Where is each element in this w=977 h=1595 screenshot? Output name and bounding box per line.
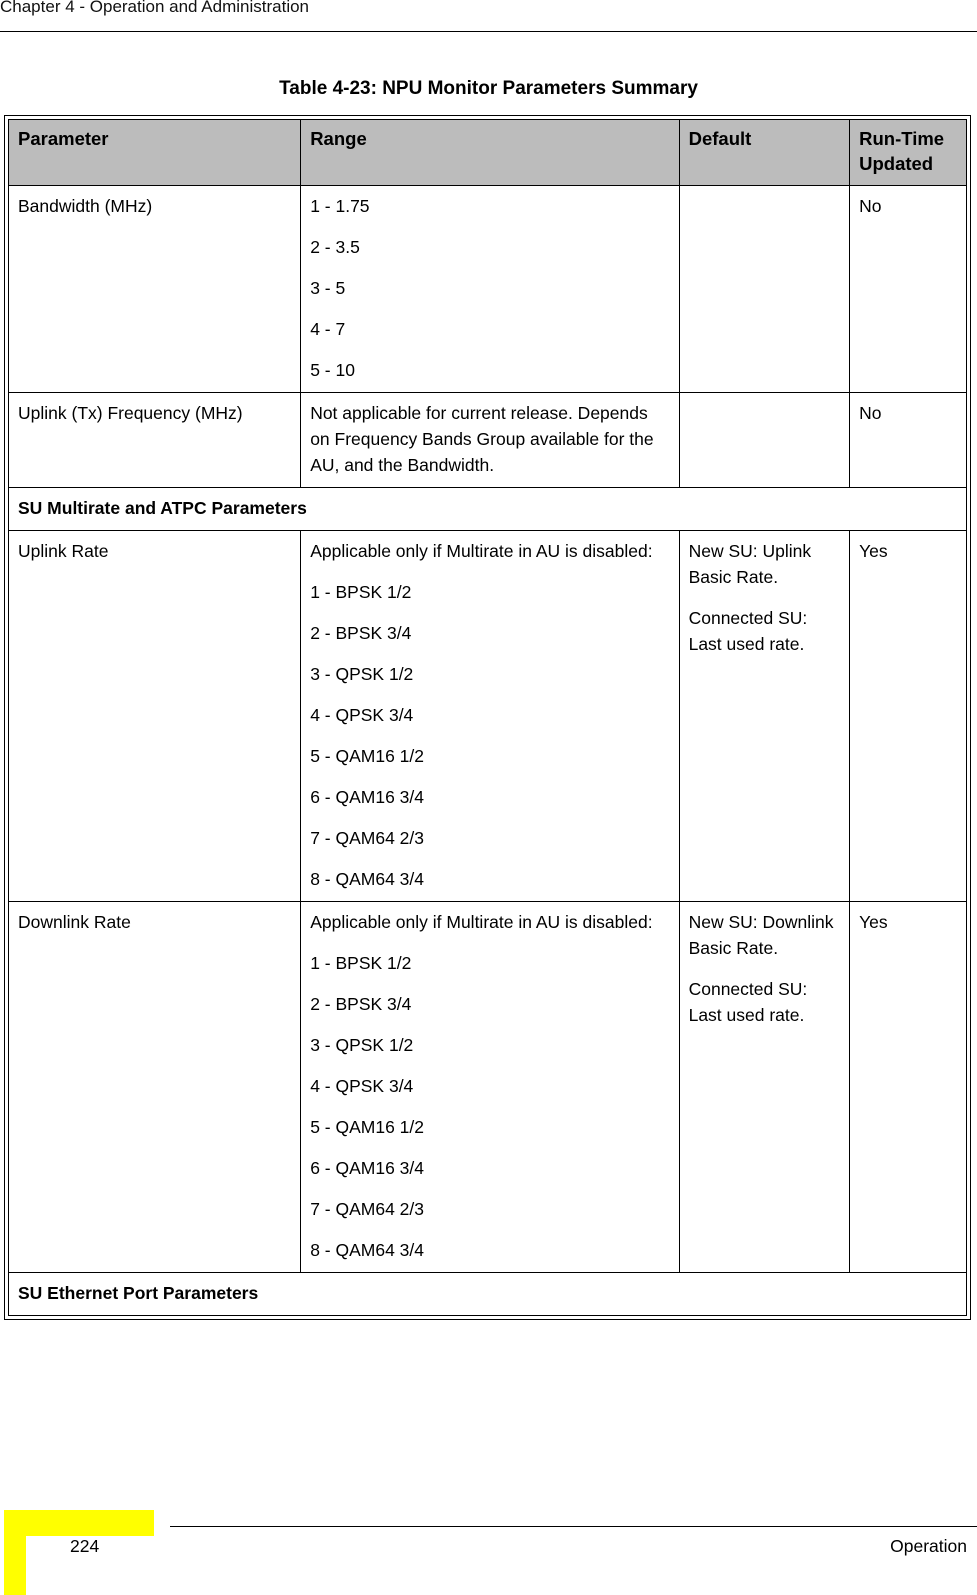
column-header-range: Range bbox=[301, 120, 679, 186]
range-value: 5 - QAM16 1/2 bbox=[310, 746, 424, 766]
range-value: 6 - QAM16 3/4 bbox=[310, 1158, 424, 1178]
parameter-cell: Downlink Rate bbox=[9, 902, 301, 1273]
table-header-row bbox=[9, 120, 967, 186]
range-value: 6 - QAM16 3/4 bbox=[310, 787, 424, 807]
range-cell bbox=[301, 902, 679, 1273]
table-row bbox=[9, 902, 967, 1273]
default-value: Connected SU: Last used rate. bbox=[688, 979, 808, 1025]
run-time-updated-cell: Yes bbox=[850, 902, 967, 1273]
range-value: 2 - BPSK 3/4 bbox=[310, 994, 412, 1014]
chapter-header: Chapter 4 - Operation and Administration bbox=[0, 0, 310, 16]
default-cell bbox=[679, 902, 850, 1273]
footer-section-name: Operation bbox=[890, 1536, 967, 1556]
range-value: 2 - BPSK 3/4 bbox=[310, 623, 412, 643]
range-value: 3 - QPSK 1/2 bbox=[310, 664, 414, 684]
range-value: Applicable only if Multirate in AU is disabled: bbox=[310, 912, 653, 932]
parameters-table-frame bbox=[4, 115, 971, 1320]
range-value: 8 - QAM64 3/4 bbox=[310, 1240, 424, 1260]
range-value: 2 - 3.5 bbox=[310, 237, 360, 257]
run-time-updated-cell: Yes bbox=[850, 531, 967, 902]
default-cell bbox=[679, 531, 850, 902]
column-header-default: Default bbox=[679, 120, 850, 186]
range-value: 7 - QAM64 2/3 bbox=[310, 828, 424, 848]
range-value: 4 - 7 bbox=[310, 319, 346, 339]
table-row bbox=[9, 531, 967, 902]
range-value: 3 - QPSK 1/2 bbox=[310, 1035, 414, 1055]
range-value: 8 - QAM64 3/4 bbox=[310, 869, 424, 889]
parameters-table bbox=[8, 119, 967, 1316]
table-row bbox=[9, 393, 967, 488]
range-value: 3 - 5 bbox=[310, 278, 346, 298]
range-value: 1 - 1.75 bbox=[310, 196, 370, 216]
page-number: 224 bbox=[70, 1536, 100, 1556]
default-value: New SU: Uplink Basic Rate. bbox=[688, 541, 812, 587]
range-value: Applicable only if Multirate in AU is disabled: bbox=[310, 541, 653, 561]
table-title: Table 4-23: NPU Monitor Parameters Summary bbox=[279, 78, 698, 99]
range-value: 4 - QPSK 3/4 bbox=[310, 1076, 414, 1096]
default-value: New SU: Downlink Basic Rate. bbox=[688, 912, 834, 958]
range-value: 5 - QAM16 1/2 bbox=[310, 1117, 424, 1137]
range-value: 1 - BPSK 1/2 bbox=[310, 953, 412, 973]
range-value: 4 - QPSK 3/4 bbox=[310, 705, 414, 725]
range-value: 7 - QAM64 2/3 bbox=[310, 1199, 424, 1219]
range-value: 5 - 10 bbox=[310, 360, 355, 380]
default-cell bbox=[679, 186, 850, 393]
run-time-updated-cell: No bbox=[850, 393, 967, 488]
parameter-cell: Uplink Rate bbox=[9, 531, 301, 902]
footer-divider bbox=[170, 1526, 977, 1527]
range-cell bbox=[301, 186, 679, 393]
run-time-updated-cell: No bbox=[850, 186, 967, 393]
parameter-cell: Uplink (Tx) Frequency (MHz) bbox=[9, 393, 301, 488]
column-header-parameter: Parameter bbox=[9, 120, 301, 186]
header-divider bbox=[0, 31, 977, 32]
range-value: 1 - BPSK 1/2 bbox=[310, 582, 412, 602]
range-cell bbox=[301, 531, 679, 902]
default-value: Connected SU: Last used rate. bbox=[688, 608, 808, 654]
table-row bbox=[9, 186, 967, 393]
section-heading: SU Multirate and ATPC Parameters bbox=[9, 488, 967, 531]
column-header-run-time-updated: Run-Time Updated bbox=[850, 120, 967, 186]
section-row bbox=[9, 488, 967, 531]
default-cell bbox=[679, 393, 850, 488]
table-body bbox=[9, 186, 967, 1316]
parameter-cell: Bandwidth (MHz) bbox=[9, 186, 301, 393]
section-heading: SU Ethernet Port Parameters bbox=[9, 1273, 967, 1316]
range-value: Not applicable for current release. Depends on Frequency Bands Group available for the AU, and the Bandwidth. bbox=[310, 403, 654, 475]
section-row bbox=[9, 1273, 967, 1316]
range-cell bbox=[301, 393, 679, 488]
